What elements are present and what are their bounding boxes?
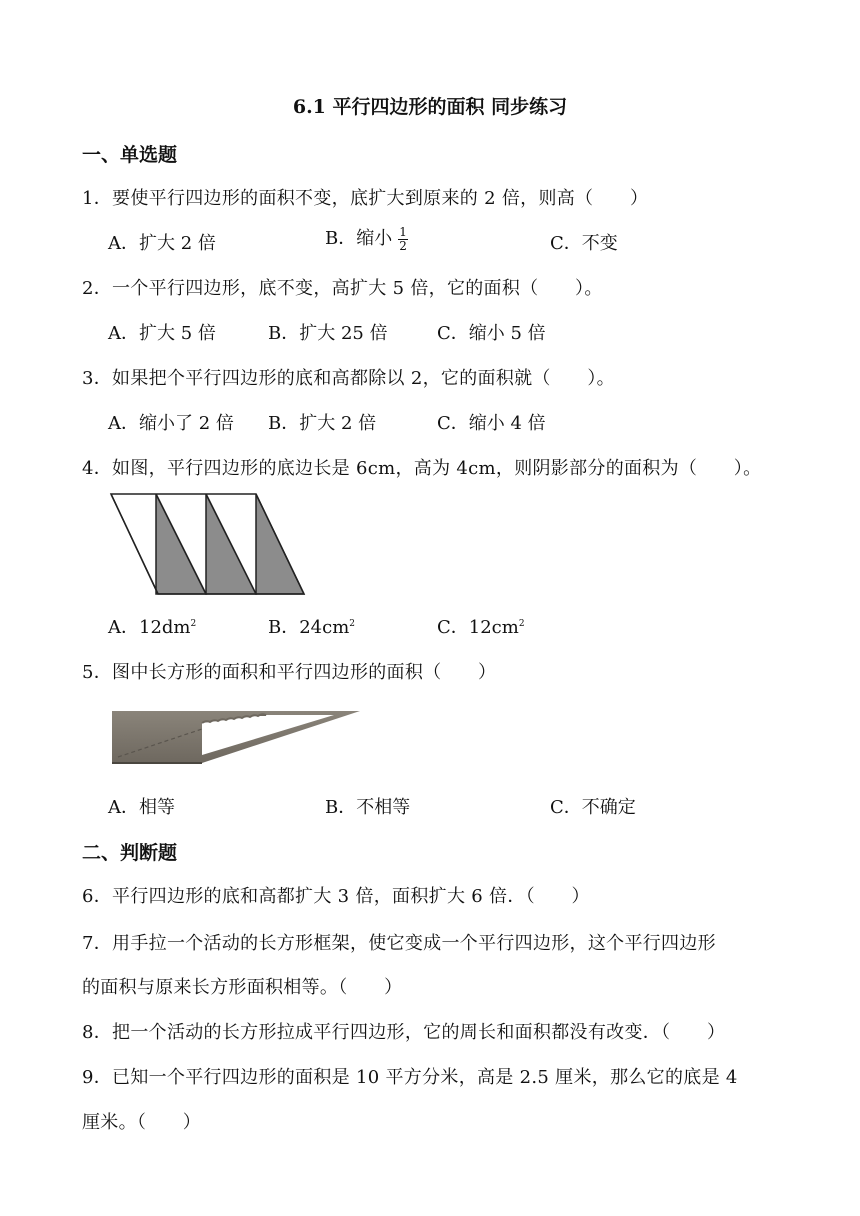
question-3: 3．如果把个平行四边形的底和高都除以 2，它的面积就（ ）。 (82, 368, 615, 389)
section-heading-single-choice: 一、单选题 (82, 144, 178, 166)
q2-option-a: A．扩大 5 倍 (108, 323, 216, 344)
q4-option-a-label: A．12dm (108, 617, 191, 638)
q4-option-b (268, 613, 355, 639)
superscript: 2 (190, 619, 197, 629)
q3-option-b: B．扩大 2 倍 (268, 413, 377, 434)
q1-option-b (325, 224, 408, 253)
question-6: 6．平行四边形的底和高都扩大 3 倍，面积扩大 6 倍．（ ） (82, 886, 590, 907)
q4-option-b-label: B．24cm (268, 617, 350, 638)
parallelogram-figure (108, 491, 308, 597)
q4-option-c (437, 613, 525, 639)
q2-option-c: C．缩小 5 倍 (437, 323, 546, 344)
question-1: 1．要使平行四边形的面积不变，底扩大到原来的 2 倍，则高（ ） (82, 188, 649, 209)
q4-option-a (108, 613, 196, 639)
question-8: 8．把一个活动的长方形拉成平行四边形，它的周长和面积都没有改变．（ ） (82, 1022, 726, 1043)
fraction (398, 226, 408, 253)
superscript: 2 (349, 619, 356, 629)
question-9-line-1: 9．已知一个平行四边形的面积是 10 平方分米，高是 2.5 厘米，那么它的底是 4 (82, 1067, 738, 1088)
fraction-numerator: 1 (399, 224, 407, 239)
q5-option-c: C．不确定 (550, 797, 636, 818)
question-7-line-2: 的面积与原来长方形面积相等。（ ） (82, 977, 403, 998)
q3-option-c: C．缩小 4 倍 (437, 413, 546, 434)
q1-option-c: C．不变 (550, 233, 618, 254)
page-title: 6.1 平行四边形的面积 同步练习 (292, 96, 568, 118)
superscript: 2 (518, 619, 525, 629)
question-5: 5．图中长方形的面积和平行四边形的面积（ ） (82, 662, 497, 683)
question-2: 2．一个平行四边形，底不变，高扩大 5 倍，它的面积（ ）。 (82, 278, 603, 299)
q5-option-a: A．相等 (108, 797, 175, 818)
q1-option-a: A．扩大 2 倍 (108, 233, 216, 254)
fraction-denominator: 2 (399, 238, 407, 253)
question-4: 4．如图，平行四边形的底边长是 6cm，高为 4cm，则阴影部分的面积为（ ）。 (82, 458, 762, 479)
q4-option-c-label: C．12cm (437, 617, 519, 638)
question-7-line-1: 7．用手拉一个活动的长方形框架，使它变成一个平行四边形，这个平行四边形 (82, 933, 716, 954)
frame-photo-figure (110, 707, 362, 767)
q5-option-b: B．不相等 (325, 797, 411, 818)
section-heading-true-false: 二、判断题 (82, 842, 178, 864)
q1-option-b-label: B．缩小 (325, 228, 393, 249)
q3-option-a: A．缩小了 2 倍 (108, 413, 234, 434)
q2-option-b: B．扩大 25 倍 (268, 323, 388, 344)
question-9-line-2: 厘米。（ ） (82, 1112, 202, 1133)
